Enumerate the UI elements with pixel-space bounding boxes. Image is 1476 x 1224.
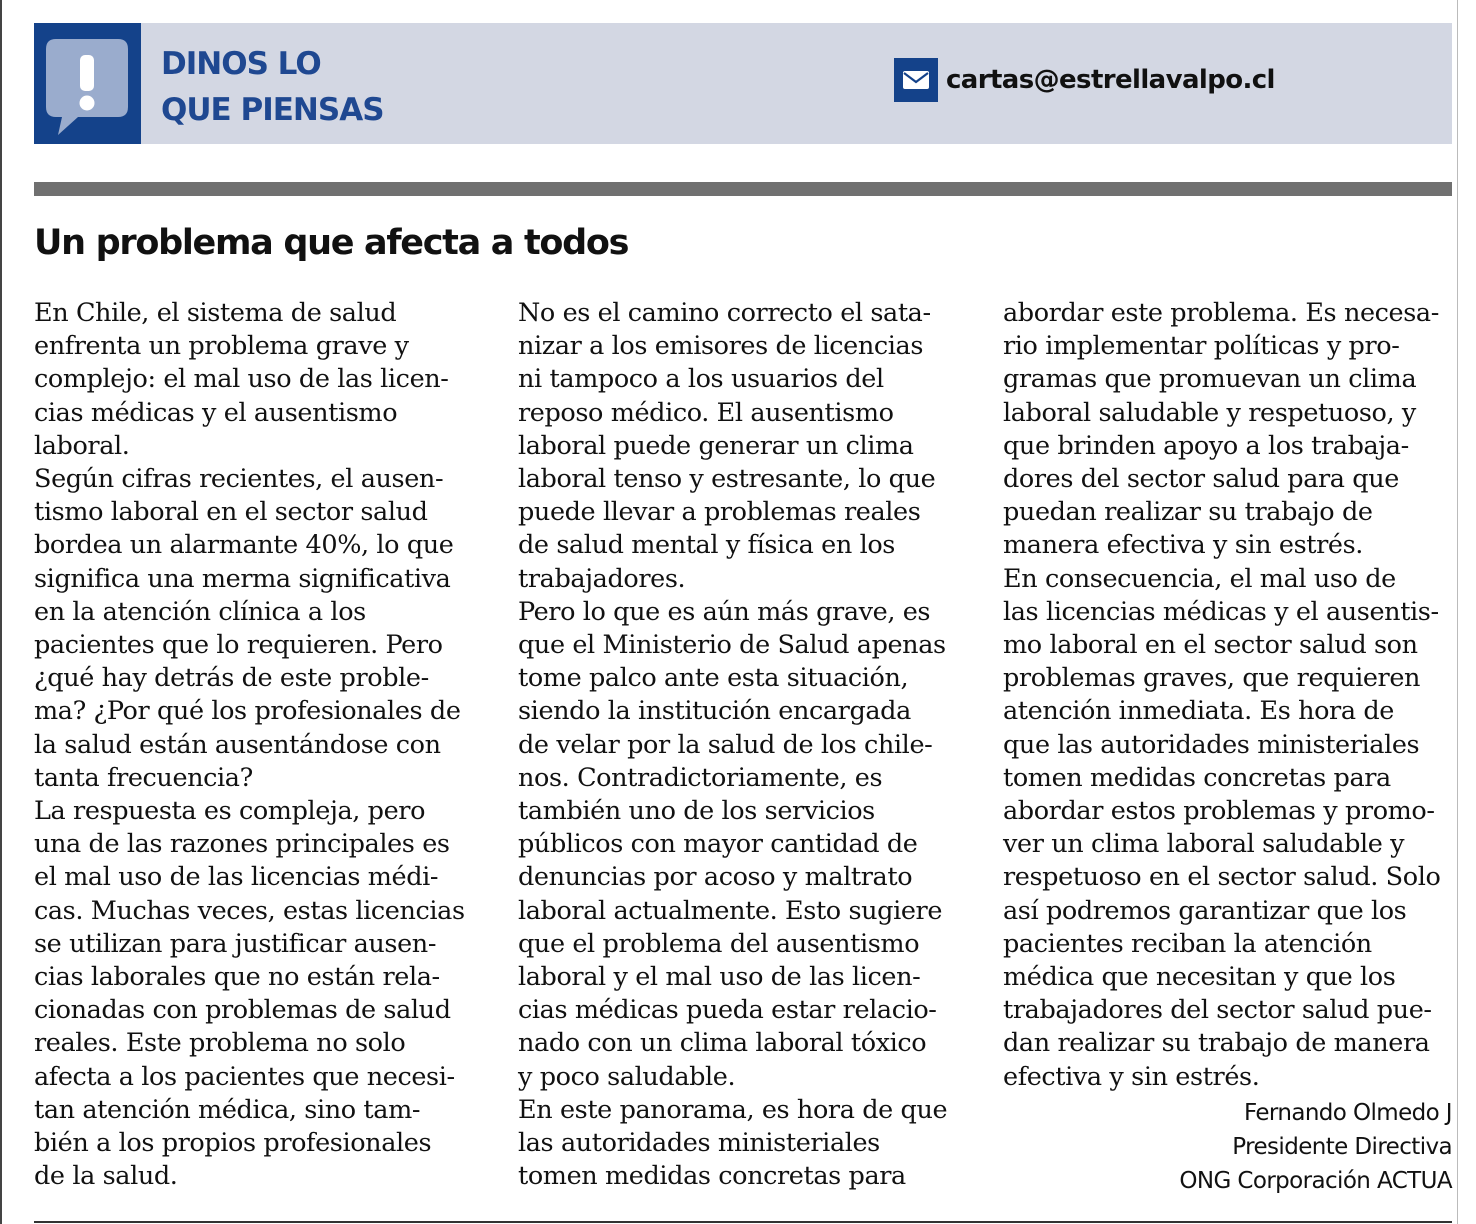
article-text-line: públicos con mayor cantidad de <box>518 829 918 860</box>
article-text-line: cias médicas y el ausentismo <box>34 397 398 428</box>
article-text-line: en la atención clínica a los <box>34 596 366 627</box>
article-text-line: que el problema del ausentismo <box>518 928 920 959</box>
signature-org: ONG Corporación ACTUA <box>1179 1168 1452 1194</box>
article-text-line: y poco saludable. <box>518 1061 736 1092</box>
article-text-line: En Chile, el sistema de salud <box>34 298 397 328</box>
article-text-line: pacientes reciban la atención <box>1003 928 1372 959</box>
article-text-line: nado con un clima laboral tóxico <box>518 1028 927 1059</box>
article-text-line: de la salud. <box>34 1161 178 1192</box>
page-right-border <box>1457 0 1458 1224</box>
article-text-line: dores del sector salud para que <box>1003 464 1399 495</box>
article-text-line: ¿qué hay detrás de este proble- <box>34 663 429 694</box>
article-text-line: puedan realizar su trabajo de <box>1003 497 1373 528</box>
article-text-line: laboral. <box>34 430 130 461</box>
article-text-line: mo laboral en el sector salud son <box>1003 630 1418 661</box>
letter-signature <box>1179 1096 1452 1198</box>
article-text-line: las licencias médicas y el ausentis- <box>1003 596 1439 627</box>
article-text-line: tanta frecuencia? <box>34 762 253 793</box>
article-text-line: cas. Muchas veces, estas licencias <box>34 895 465 926</box>
contact-email-link[interactable]: cartas@estrellavalpo.cl <box>946 65 1275 95</box>
alert-icon-box <box>34 23 141 144</box>
article-text-line: atención inmediata. Es hora de <box>1003 696 1394 727</box>
article-text-line: se utilizan para justificar ausen- <box>34 928 437 959</box>
article-text-line: afecta a los pacientes que necesi- <box>34 1061 455 1092</box>
article-text-line: pacientes que lo requieren. Pero <box>34 630 443 661</box>
article-column-3 <box>1003 297 1453 1094</box>
article-text-line: No es el camino correcto el sata- <box>518 298 931 328</box>
article-text-line: enfrenta un problema grave y <box>34 331 409 362</box>
article-text-line: reales. Este problema no solo <box>34 1028 406 1059</box>
section-title-line2: QUE PIENSAS <box>161 92 384 128</box>
article-text-line: una de las razones principales es <box>34 829 450 860</box>
exclamation-speech-bubble-icon <box>34 23 141 144</box>
article-text-line: bordea un alarmante 40%, lo que <box>34 530 454 561</box>
article-text-line: rio implementar políticas y pro- <box>1003 331 1400 362</box>
article-text-line: de salud mental y física en los <box>518 530 895 561</box>
section-title-line1: DINOS LO <box>161 46 321 82</box>
article-text-line: tismo laboral en el sector salud <box>34 497 428 528</box>
article-text-line: que las autoridades ministeriales <box>1003 729 1420 760</box>
article-text-line: denuncias por acoso y maltrato <box>518 862 913 893</box>
article-text-line: tomen medidas concretas para <box>518 1161 906 1192</box>
article-text-line: el mal uso de las licencias médi- <box>34 862 439 893</box>
page-left-border <box>0 0 2 1224</box>
article-text-line: ni tampoco a los usuarios del <box>518 364 884 395</box>
bottom-rule <box>34 1221 1452 1223</box>
article-text-line: de velar por la salud de los chile- <box>518 729 933 760</box>
article-text-line: siendo la institución encargada <box>518 696 911 727</box>
article-headline: Un problema que afecta a todos <box>34 223 629 263</box>
article-text-line: significa una merma significativa <box>34 563 451 594</box>
article-column-2 <box>518 297 973 1193</box>
article-column-1 <box>34 297 489 1193</box>
article-text-line: laboral saludable y respetuoso, y <box>1003 397 1416 428</box>
article-text-line: efectiva y sin estrés. <box>1003 1061 1260 1092</box>
section-title <box>161 41 384 133</box>
article-text-line: abordar este problema. Es necesa- <box>1003 298 1439 328</box>
article-text-line: complejo: el mal uso de las licen- <box>34 364 449 395</box>
article-text-line: laboral actualmente. Esto sugiere <box>518 895 943 926</box>
article-text-line: laboral tenso y estresante, lo que <box>518 464 936 495</box>
article-text-line: bién a los propios profesionales <box>34 1128 432 1159</box>
article-text-line: nizar a los emisores de licencias <box>518 331 924 362</box>
article-text-line: las autoridades ministeriales <box>518 1128 880 1159</box>
article-text-line: ver un clima laboral saludable y <box>1003 829 1405 860</box>
article-text-line: tan atención médica, sino tam- <box>34 1094 421 1125</box>
article-text-line: tome palco ante esta situación, <box>518 663 909 694</box>
article-text-line: Pero lo que es aún más grave, es <box>518 596 931 627</box>
article-text-line: que brinden apoyo a los trabaja- <box>1003 430 1409 461</box>
article-text-line: nos. Contradictoriamente, es <box>518 762 883 793</box>
article-text-line: problemas graves, que requieren <box>1003 663 1421 694</box>
section-divider <box>34 182 1452 196</box>
article-text-line: cionadas con problemas de salud <box>34 995 451 1026</box>
section-header <box>34 23 1452 144</box>
signature-name: Fernando Olmedo J <box>1243 1100 1452 1126</box>
article-text-line: abordar estos problemas y promo- <box>1003 796 1435 827</box>
article-text-line: puede llevar a problemas reales <box>518 497 921 528</box>
article-text-line: trabajadores del sector salud pue- <box>1003 995 1432 1026</box>
article-text-line: dan realizar su trabajo de manera <box>1003 1028 1430 1059</box>
article-text-line: trabajadores. <box>518 563 686 594</box>
article-text-line: ma? ¿Por qué los profesionales de <box>34 696 461 727</box>
article-text-line: respetuoso en el sector salud. Solo <box>1003 862 1441 893</box>
article-text-line: tomen medidas concretas para <box>1003 762 1391 793</box>
article-text-line: también uno de los servicios <box>518 796 875 827</box>
article-text-line: Según cifras recientes, el ausen- <box>34 464 444 495</box>
article-text-line: cias laborales que no están rela- <box>34 962 440 993</box>
article-text-line: laboral y el mal uso de las licen- <box>518 962 921 993</box>
article-text-line: cias médicas pueda estar relacio- <box>518 995 937 1026</box>
article-text-line: médica que necesitan y que los <box>1003 962 1396 993</box>
article-text-line: gramas que promuevan un clima <box>1003 364 1417 395</box>
article-text-line: que el Ministerio de Salud apenas <box>518 630 946 661</box>
article-text-line: reposo médico. El ausentismo <box>518 397 894 428</box>
article-text-line: la salud están ausentándose con <box>34 729 441 760</box>
envelope-icon <box>894 58 938 102</box>
article-text-line: manera efectiva y sin estrés. <box>1003 530 1363 561</box>
article-text-line: En este panorama, es hora de que <box>518 1094 948 1125</box>
article-text-line: En consecuencia, el mal uso de <box>1003 563 1396 594</box>
signature-role: Presidente Directiva <box>1232 1134 1452 1160</box>
article-text-line: así podremos garantizar que los <box>1003 895 1407 926</box>
article-text-line: La respuesta es compleja, pero <box>34 796 426 827</box>
article-text-line: laboral puede generar un clima <box>518 430 914 461</box>
